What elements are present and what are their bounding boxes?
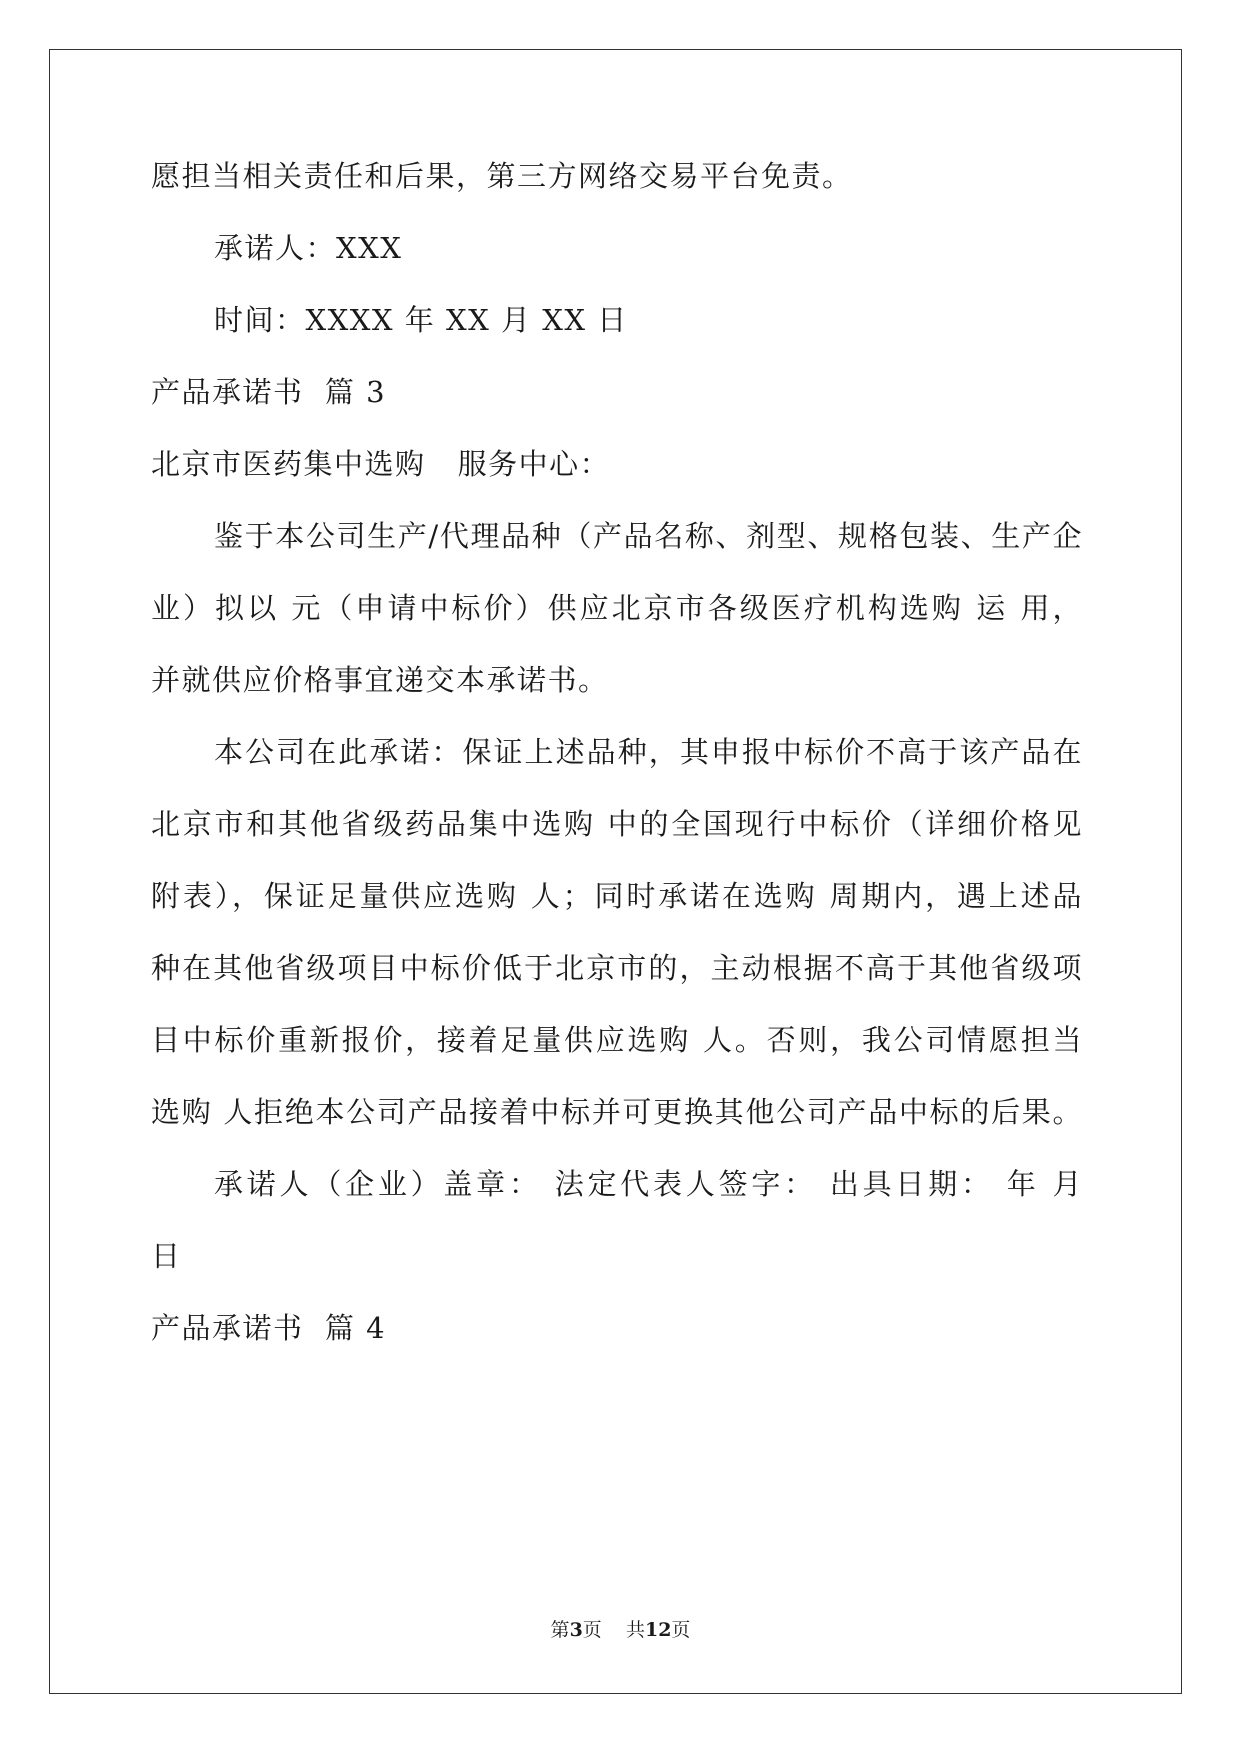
signature-line: 承诺人（企业）盖章： 法定代表人签字： 出具日期： 年 月 [214, 1167, 1083, 1201]
body-line-8: 并就供应价格事宜递交本承诺书。 [151, 663, 609, 697]
addressee-line: 北京市医药集中选购 服务中心： [151, 447, 611, 481]
section-heading-3: 产品承诺书 篇 3 [151, 375, 387, 409]
footer-page-number: 3 [569, 1619, 583, 1641]
footer-middle: 页 共 [582, 1619, 645, 1641]
footer-prefix: 第 [550, 1619, 570, 1641]
page-footer [0, 1618, 1241, 1642]
signer-line: 承诺人：XXX [214, 231, 403, 265]
section-heading-4: 产品承诺书 篇 4 [151, 1311, 387, 1345]
body-line-14: 选购 人拒绝本公司产品接着中标并可更换其他公司产品中标的后果。 [151, 1095, 1083, 1129]
body-line-10: 北京市和其他省级药品集中选购 中的全国现行中标价（详细价格见 [151, 807, 1083, 841]
page-border [49, 49, 1182, 1694]
body-line-7: 业）拟以 元（申请中标价）供应北京市各级医疗机构选购 运 用， [151, 591, 1083, 625]
body-line-12: 种在其他省级项目中标价低于北京市的，主动根据不高于其他省级项 [151, 951, 1083, 985]
body-line-11: 附表），保证足量供应选购 人；同时承诺在选购 周期内，遇上述品 [151, 879, 1083, 913]
body-line-1: 愿担当相关责任和后果，第三方网络交易平台免责。 [151, 159, 853, 193]
footer-suffix: 页 [671, 1619, 691, 1641]
body-line-9: 本公司在此承诺：保证上述品种，其申报中标价不高于该产品在 [214, 735, 1083, 769]
footer-total-pages: 12 [644, 1619, 672, 1641]
body-line-6: 鉴于本公司生产/代理品种（产品名称、剂型、规格包装、生产企 [214, 519, 1083, 553]
body-line-13: 目中标价重新报价，接着足量供应选购 人。否则，我公司情愿担当 [151, 1023, 1083, 1057]
date-line: 时间：XXXX 年 XX 月 XX 日 [214, 303, 628, 337]
signature-day: 日 [151, 1239, 182, 1273]
